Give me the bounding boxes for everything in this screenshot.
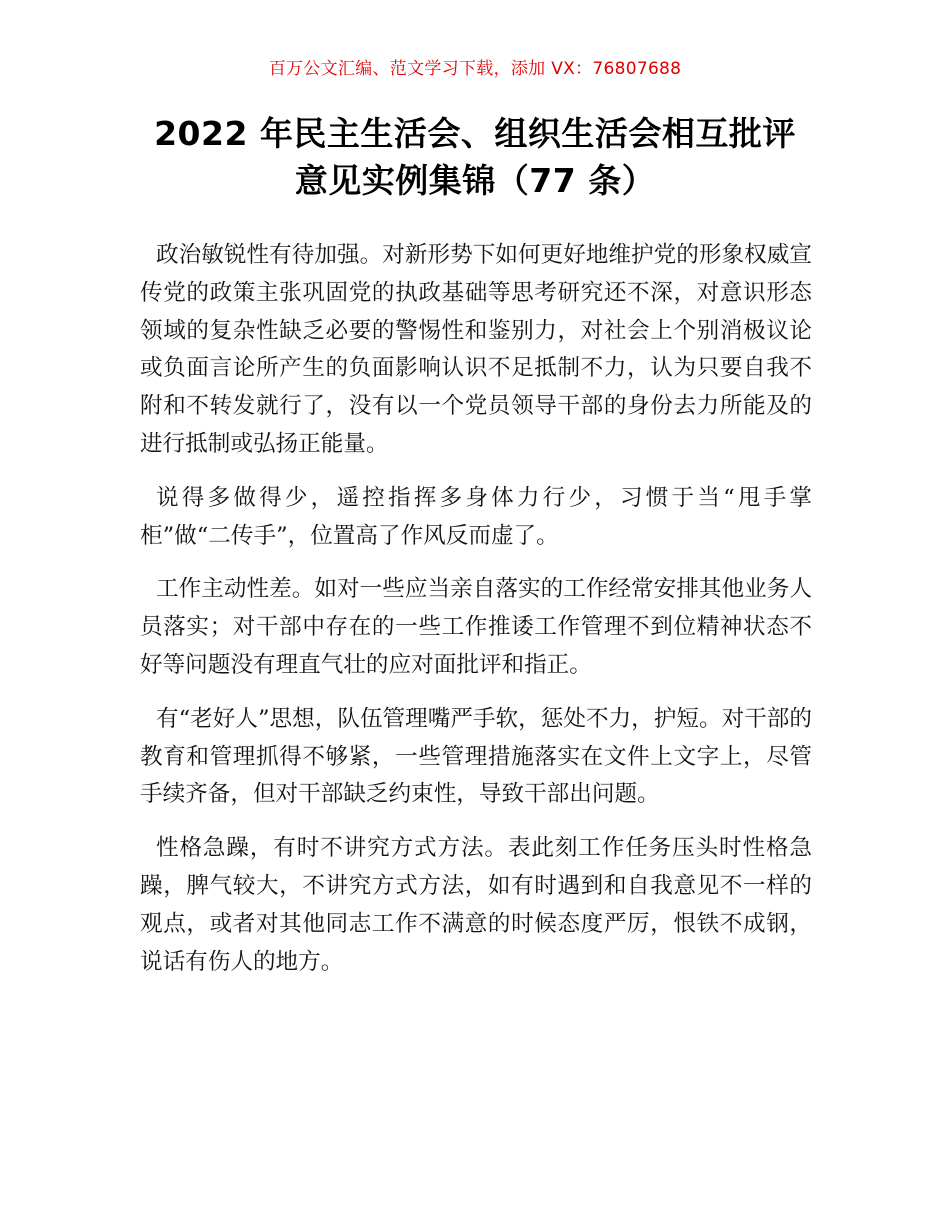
document-body [140, 237, 812, 997]
header-banner-text: 百万公文汇编、范文学习下载，添加 VX：76807688 [268, 59, 682, 79]
document-title [90, 110, 860, 204]
body-paragraph: 政治敏锐性有待加强。对新形势下如何更好地维护党的形象权威宣传党的政策主张巩固党的执政基础等思考研究还不深，对意识形态领域的复杂性缺乏必要的警惕性和鉴别力，对社会上个别消极议论或负面言论所产生的负面影响认识不足抵制不力，认为只要自我不附和不转发就行了，没有以一个党员领导干部的身份去力所能及的进行抵制或弘扬正能量。 [140, 242, 812, 457]
document-title-line-2: 意见实例集锦（77 条） [294, 161, 656, 200]
body-paragraph: 性格急躁，有时不讲究方式方法。表此刻工作任务压头时性格急躁，脾气较大，不讲究方式方法，如有时遇到和自我意见不一样的观点，或者对其他同志工作不满意的时候态度严厉，恨铁不成钢，说话有伤人的地方。 [140, 835, 812, 975]
document-title-line-1: 2022 年民主生活会、组织生活会相互批评 [154, 114, 796, 153]
body-paragraph: 工作主动性差。如对一些应当亲自落实的工作经常安排其他业务人员落实；对干部中存在的一些工作推诿工作管理不到位精神状态不好等问题没有理直气壮的应对面批评和指正。 [140, 576, 812, 678]
body-paragraph: 有“老好人”思想，队伍管理嘴严手软，惩处不力，护短。对干部的教育和管理抓得不够紧，一些管理措施落实在文件上文字上，尽管手续齐备，但对干部缺乏约束性，导致干部出问题。 [140, 705, 812, 808]
header-banner [0, 58, 950, 80]
body-paragraph: 说得多做得少，遥控指挥多身体力行少，习惯于当“甩手掌柜”做“二传手”，位置高了作风反而虚了。 [140, 484, 812, 549]
